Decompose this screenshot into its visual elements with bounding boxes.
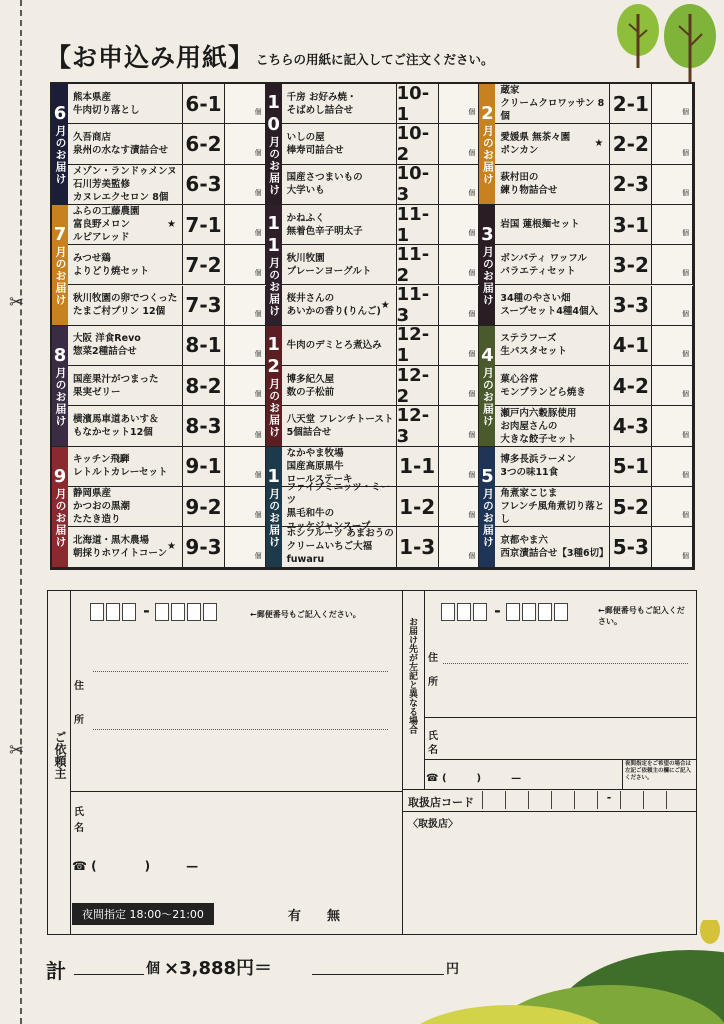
product-name-line: 5個詰合せ (286, 427, 332, 439)
zip-code-field[interactable]: - (441, 601, 570, 621)
product-name-line: 久吾商店 (73, 131, 112, 143)
month-number: 6 (49, 102, 71, 125)
product-code: 7-1 (183, 205, 225, 245)
month-label-7 (49, 205, 71, 326)
product-name-line: いしの屋 (286, 131, 325, 143)
month-label-5 (476, 447, 498, 568)
quantity-input[interactable]: 個 (652, 205, 693, 245)
product-name-line: かつおの黒潮 (73, 501, 131, 513)
product-name (282, 124, 397, 164)
quantity-input[interactable]: 個 (225, 245, 266, 285)
product-name-line: 3つの味11食 (500, 467, 559, 479)
product-name (68, 527, 183, 567)
product-name-line: 惣菜2種詰合せ (73, 346, 137, 358)
product-code: 10-1 (397, 84, 439, 124)
product-code: 7-2 (183, 245, 225, 285)
quantity-unit: 個 (146, 961, 160, 977)
product-name-line: 果実ゼリー (73, 386, 121, 398)
quantity-input[interactable]: 個 (439, 326, 480, 366)
month-number: 4 (476, 344, 498, 367)
month-label-11 (263, 205, 285, 326)
product-name-line: 岩国 蓮根麺セット (500, 219, 580, 231)
product-code: 12-1 (397, 326, 439, 366)
product-name-line: 愛媛県 無茶々園 (500, 131, 571, 143)
agency-code-box[interactable] (620, 791, 643, 809)
product-name (68, 205, 183, 245)
product-name-line: 生パスタセット (500, 346, 567, 358)
product-name (282, 527, 397, 567)
month-label-2 (476, 84, 498, 205)
product-name-line: モンブランどら焼き (500, 386, 586, 398)
product-name-line: 数の子松前 (286, 386, 335, 398)
agency-code-box[interactable] (482, 791, 505, 809)
product-name-line: 無着色辛子明太子 (286, 225, 363, 237)
star-icon: ★ (380, 299, 390, 311)
month-number: 5 (476, 465, 498, 488)
month-label-6 (49, 84, 71, 205)
product-name-line: 千房 お好み焼・ (286, 91, 357, 103)
product-name-line: 国産さつまいもの (286, 172, 363, 184)
star-icon: ★ (167, 219, 176, 231)
product-code: 11-2 (397, 245, 439, 285)
star-icon: ★ (167, 541, 176, 553)
product-name-line: たまご村プリン 12個 (73, 306, 166, 318)
product-name (495, 447, 610, 487)
quantity-input[interactable]: 個 (439, 245, 480, 285)
quantity-total-field[interactable] (74, 974, 144, 975)
order-table (50, 82, 695, 570)
product-name (68, 84, 183, 124)
product-code: 1-1 (397, 447, 439, 487)
product-name-line: ロールステーキ (286, 473, 353, 485)
agency-code-label: 取扱店コード (408, 796, 474, 809)
product-name (495, 366, 610, 406)
product-code: 2-3 (610, 165, 652, 205)
month-text: 月のお届け (267, 377, 281, 438)
product-code: 3-3 (610, 286, 652, 326)
product-code: 8-2 (183, 366, 225, 406)
product-name-line: 黒毛和牛の (286, 507, 335, 519)
product-code: 5-2 (610, 487, 652, 527)
product-name-line: ユッケジャンスープ (286, 520, 371, 532)
product-code: 11-3 (397, 286, 439, 326)
quantity-input[interactable]: 個 (225, 487, 266, 527)
quantity-input[interactable]: 個 (439, 124, 480, 164)
product-code: 9-1 (183, 447, 225, 487)
yen-unit: 円 (446, 962, 460, 977)
product-name-line: ボンパティ ワッフル (500, 252, 587, 264)
product-name (495, 245, 610, 285)
product-name-line: 桜井さんの (286, 293, 335, 305)
zip-code-field[interactable]: - (90, 601, 219, 621)
product-name-line: 練り物詰合せ (500, 185, 558, 197)
month-label-4 (476, 326, 498, 447)
product-code: 7-3 (183, 286, 225, 326)
agency-code-box[interactable] (666, 791, 689, 809)
month-text: 月のお届け (54, 245, 67, 306)
product-code: 11-1 (397, 205, 439, 245)
name-label: 名 (428, 745, 438, 756)
product-name (282, 481, 397, 532)
product-name (68, 286, 183, 326)
product-name-line: 石川芳美監修 (73, 178, 131, 190)
month-text: 月のお届け (267, 135, 281, 196)
product-name-line: レトルトカレーセット (73, 467, 168, 479)
product-name-line: 秋川牧園 (286, 252, 325, 264)
product-name (495, 527, 610, 567)
product-code: 10-2 (397, 124, 439, 164)
product-name-line: もなかセット12個 (73, 427, 153, 439)
product-name-line: ふらの工藤農園 (73, 206, 140, 218)
product-name (495, 205, 610, 245)
product-name-line: 34種のやさい畑 (500, 293, 571, 305)
quantity-input[interactable]: 個 (652, 84, 693, 124)
agency-code-box[interactable] (574, 791, 597, 809)
scissors-icon: ✂ (9, 740, 25, 761)
product-code: 8-1 (183, 326, 225, 366)
quantity-input[interactable]: 個 (225, 527, 266, 567)
product-name-line: 静岡県産 (73, 488, 112, 500)
product-code: 3-2 (610, 245, 652, 285)
month-number: 8 (49, 344, 71, 367)
quantity-input[interactable]: 個 (439, 205, 480, 245)
product-name-line: 国産果汁がつまった (73, 373, 159, 385)
quantity-input[interactable]: 個 (439, 366, 480, 406)
product-name (282, 326, 397, 366)
product-name (282, 286, 397, 326)
product-name (68, 487, 183, 527)
name-label: 氏 (74, 807, 84, 818)
product-name (282, 205, 397, 245)
product-name-line: 八天堂 フレンチトースト (286, 414, 394, 426)
agency-code-box[interactable]: - (597, 791, 620, 809)
month-label-9 (49, 447, 71, 568)
product-name (68, 366, 183, 406)
product-name (495, 487, 610, 527)
product-code: 3-1 (610, 205, 652, 245)
total-label: 計 (46, 959, 66, 983)
quantity-input[interactable]: 個 (439, 286, 480, 326)
product-name-line: そばめし詰合せ (286, 104, 354, 116)
order-form (47, 590, 697, 935)
product-name-line: ポンカン (500, 144, 539, 156)
address-line[interactable] (93, 729, 388, 730)
month-text: 月のお届け (481, 124, 495, 185)
product-code: 6-3 (183, 165, 225, 205)
product-name-line: 大学いも (286, 185, 325, 197)
product-name-line: 蔵家 (500, 85, 520, 97)
month-text: 月のお届け (481, 366, 495, 427)
quantity-input[interactable]: 個 (439, 487, 480, 527)
quantity-input[interactable]: 個 (225, 124, 266, 164)
quantity-input[interactable]: 個 (439, 527, 480, 567)
perforation-line (20, 0, 22, 1024)
product-code: 2-1 (610, 84, 652, 124)
quantity-input[interactable]: 個 (652, 326, 693, 366)
quantity-input[interactable]: 個 (652, 165, 693, 205)
quantity-input[interactable]: 個 (652, 366, 693, 406)
product-name-line: 泉州の水なす漬詰合せ (73, 144, 169, 156)
month-number: 2 (476, 102, 498, 125)
agency-code-box[interactable] (528, 791, 551, 809)
month-text: 月のお届け (54, 124, 67, 185)
zip-note: ←郵便番号もご記入ください。 (250, 610, 361, 619)
month-text: 月のお届け (54, 487, 67, 548)
quantity-input[interactable]: 個 (439, 447, 480, 487)
product-name-line: 菓心谷常 (500, 373, 539, 385)
product-name-line: 博多長浜ラーメン (500, 454, 576, 466)
product-code: 1-3 (397, 527, 439, 567)
product-name-line: 牛肉切り落とし (73, 104, 140, 116)
product-name-line: 国産高原黒牛 (286, 460, 344, 472)
product-name-line: fuwaru (286, 554, 325, 566)
quantity-input[interactable]: 個 (225, 406, 266, 446)
product-name-line: フレンチ風角煮切り落とし (500, 501, 605, 526)
product-code: 4-2 (610, 366, 652, 406)
product-code: 5-1 (610, 447, 652, 487)
product-name-line: 瀬戸内六穀豚使用 (500, 407, 577, 419)
product-name-line: 熊本県産 (73, 91, 112, 103)
product-name-line: お肉屋さんの (500, 420, 558, 432)
phone-field[interactable]: ☎ ( ) — (72, 859, 199, 873)
name-label: 名 (74, 823, 84, 834)
product-name (68, 245, 183, 285)
month-text: 月のお届け (267, 487, 281, 548)
product-name-line: なかやま牧場 (286, 447, 344, 459)
product-name-line: プレーンヨーグルト (286, 265, 372, 277)
product-name-line: 角煮家こじま (500, 488, 558, 500)
product-name (495, 124, 610, 164)
address-line[interactable] (443, 663, 688, 664)
product-name (68, 406, 183, 446)
product-name (68, 447, 183, 487)
product-name (282, 245, 397, 285)
month-number: 1 (263, 465, 285, 488)
quantity-input[interactable]: 個 (652, 527, 693, 567)
product-name-line: ホシフルーツ あまおうの (286, 528, 394, 540)
product-name-line: 北海道・黒木農場 (73, 534, 150, 546)
month-number: 7 (49, 223, 71, 246)
amount-total-field[interactable] (312, 974, 444, 975)
agency-label: 〈取扱店〉 (408, 819, 458, 830)
quantity-input[interactable]: 個 (225, 205, 266, 245)
quantity-input[interactable]: 個 (225, 84, 266, 124)
product-name (495, 165, 610, 205)
product-name-line: 棒寿司詰合せ (286, 144, 344, 156)
product-code: 6-2 (183, 124, 225, 164)
product-code: 12-3 (397, 406, 439, 446)
tree-illustration (612, 2, 724, 82)
product-name-line: 富良野メロン (73, 219, 131, 231)
product-code: 10-3 (397, 165, 439, 205)
month-label-1 (263, 447, 285, 568)
month-number: 12 (263, 333, 285, 378)
product-code: 6-1 (183, 84, 225, 124)
product-name (282, 84, 397, 124)
address-line[interactable] (93, 671, 388, 672)
product-name-line: バラエティセット (500, 265, 576, 277)
product-code: 5-3 (610, 527, 652, 567)
product-name-line: ステラフーズ (500, 333, 557, 345)
product-name-line: 博多紀久屋 (286, 373, 335, 385)
quantity-input[interactable]: 個 (652, 245, 693, 285)
product-code: 9-2 (183, 487, 225, 527)
product-name-line: たたき造り (73, 514, 121, 526)
product-name (495, 84, 610, 124)
product-name (68, 326, 183, 366)
product-name-line: メゾン・ランドゥメンヌ (73, 165, 177, 177)
product-name-line: クリームクロワッサン 8個 (500, 98, 605, 123)
product-name (282, 406, 397, 446)
requester-label: ご依頼主 (53, 731, 67, 779)
product-name-line: 萩村田の (500, 172, 539, 184)
month-number: 9 (49, 465, 71, 488)
delivery-address-label: お届け先が左記と異なる場合 (407, 617, 417, 734)
month-label-12 (263, 326, 285, 447)
agency-code-box[interactable] (551, 791, 574, 809)
agency-code-field[interactable] (482, 791, 689, 809)
page-title: 【お申込み用紙】 (46, 43, 255, 72)
product-name (282, 165, 397, 205)
product-name-line: ルピアレッド (73, 232, 130, 244)
month-text: 月のお届け (54, 366, 67, 427)
address-label: 住 (74, 681, 84, 692)
month-label-8 (49, 326, 71, 447)
quantity-input[interactable]: 個 (652, 487, 693, 527)
quantity-input[interactable]: 個 (652, 286, 693, 326)
product-name (68, 165, 183, 205)
product-name-line: 大きな餃子セット (500, 433, 577, 445)
product-name-line: かねふく (286, 212, 325, 224)
product-name-line: 横濱馬車道あいす＆ (73, 414, 159, 426)
quantity-input[interactable]: 個 (652, 447, 693, 487)
product-name-line: カヌレエクセロン 8個 (73, 191, 169, 203)
product-name (282, 366, 397, 406)
month-number: 11 (263, 212, 285, 257)
unit-price: ×3,888円＝ (164, 958, 273, 979)
quantity-input[interactable]: 個 (225, 447, 266, 487)
phone-field[interactable]: ☎ ( ) — (426, 773, 522, 784)
product-name (495, 406, 610, 446)
scissors-icon: ✂ (9, 292, 25, 313)
product-name (495, 286, 610, 326)
quantity-input[interactable]: 個 (439, 84, 480, 124)
page-subtitle: こちらの用紙に記入してご注文ください。 (256, 52, 494, 67)
product-code: 2-2 (610, 124, 652, 164)
product-name (68, 124, 183, 164)
quantity-input[interactable]: 個 (225, 326, 266, 366)
product-code: 8-3 (183, 406, 225, 446)
night-delivery-label: 夜間指定 18:00〜21:00 (72, 903, 214, 925)
month-number: 3 (476, 223, 498, 246)
product-code: 4-1 (610, 326, 652, 366)
product-name-line: ファイブミニッツ・ミーツ (286, 481, 391, 506)
month-text: 月のお届け (481, 245, 495, 306)
address-label: 住 (428, 653, 438, 664)
star-icon: ★ (594, 138, 604, 150)
quantity-input[interactable]: 個 (439, 406, 480, 446)
month-number: 10 (263, 91, 285, 136)
address-label: 所 (428, 677, 438, 688)
month-text: 月のお届け (481, 487, 495, 548)
month-label-10 (263, 84, 285, 205)
product-name-line: 西京漬詰合せ【3種6切】 (500, 547, 609, 559)
quantity-input[interactable]: 個 (652, 406, 693, 446)
quantity-input[interactable]: 個 (225, 366, 266, 406)
product-code: 12-2 (397, 366, 439, 406)
quantity-input[interactable]: 個 (225, 165, 266, 205)
product-name-line: 朝採りホワイトコーン (73, 547, 168, 559)
month-label-3 (476, 205, 498, 326)
quantity-input[interactable]: 個 (225, 286, 266, 326)
product-name-line: みつせ鶏 (73, 252, 111, 264)
zip-note: ←郵便番号もご記入ください。 (598, 606, 685, 626)
address-label: 所 (74, 715, 84, 726)
product-name-line: スープセット4種4個入 (500, 306, 599, 318)
quantity-input[interactable]: 個 (652, 124, 693, 164)
product-code: 1-2 (397, 487, 439, 527)
product-name-line: よりどり焼セット (73, 265, 150, 277)
hills-illustration (420, 920, 724, 1024)
product-name-line: あいかの香り(りんご) (286, 306, 381, 318)
product-name (495, 326, 610, 366)
product-name-line: 京都やま六 (500, 534, 548, 546)
product-name-line: キッチン飛騨 (73, 454, 130, 466)
agency-code-box[interactable] (505, 791, 528, 809)
agency-code-box[interactable] (643, 791, 666, 809)
product-name-line: 牛肉のデミとろ煮込み (286, 339, 382, 351)
night-delivery-choice[interactable]: 有 無 (288, 909, 341, 924)
month-text: 月のお届け (267, 256, 281, 317)
night-note: 夜間指定をご希望の場合は左記ご依頼主の欄にご記入ください。 (622, 759, 694, 789)
name-label: 氏 (428, 731, 438, 742)
quantity-input[interactable]: 個 (439, 165, 480, 205)
product-name-line: 秋川牧園の卵でつくった (73, 293, 178, 305)
product-name-line: 大阪 洋食Revo (73, 333, 141, 345)
product-name-line: クリームいちご大福 (286, 541, 373, 553)
product-code: 4-3 (610, 406, 652, 446)
product-code: 9-3 (183, 527, 225, 567)
